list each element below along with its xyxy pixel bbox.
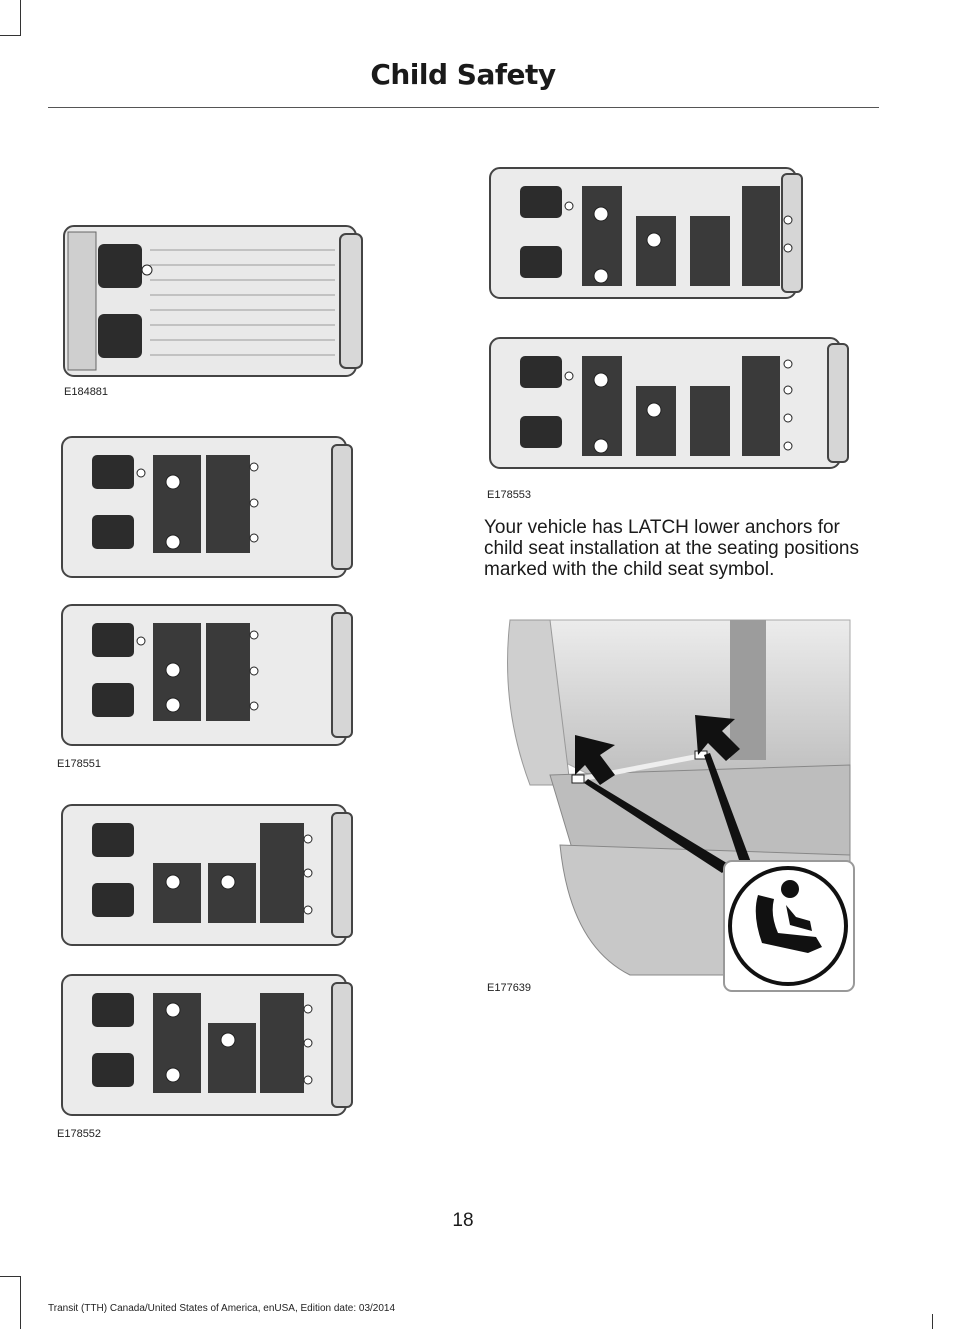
child-seat-icon	[647, 403, 661, 417]
figure-code: E178552	[57, 1128, 102, 1140]
child-seat-icon	[166, 663, 180, 677]
crop-mark	[20, 1276, 21, 1329]
anchor-icon	[304, 835, 312, 843]
anchor-icon	[250, 702, 258, 710]
anchor-icon	[250, 499, 258, 507]
anchor-icon	[784, 244, 792, 252]
anchor-icon	[304, 1076, 312, 1084]
anchor-icon	[565, 372, 573, 380]
anchor-icon	[784, 386, 792, 394]
child-seat-icon	[166, 535, 180, 549]
anchor-icon	[142, 265, 152, 275]
child-seat-icon	[221, 875, 235, 889]
anchor-icon	[572, 775, 584, 783]
cargo-van-diagram	[60, 210, 365, 388]
anchor-icon	[784, 442, 792, 450]
anchor-icon	[784, 216, 792, 224]
footer-text: Transit (TTH) Canada/United States of America, enUSA, Edition date: 03/2014	[48, 1303, 396, 1314]
passenger-van-diagram	[486, 150, 856, 480]
passenger-van-diagram	[58, 425, 358, 745]
child-seat-icon	[221, 1033, 235, 1047]
crop-mark	[20, 0, 21, 36]
anchor-icon	[784, 360, 792, 368]
anchor-icon	[250, 463, 258, 471]
anchor-icon	[137, 469, 145, 477]
figure-code: E178553	[487, 489, 532, 501]
child-seat-icon	[594, 373, 608, 387]
child-seat-icon	[647, 233, 661, 247]
anchor-icon	[250, 534, 258, 542]
child-seat-icon	[166, 1068, 180, 1082]
page-title: Child Safety	[370, 58, 556, 91]
child-seat-icon	[594, 207, 608, 221]
anchor-icon	[250, 631, 258, 639]
latch-seat-illustration	[490, 615, 860, 995]
anchor-icon	[304, 869, 312, 877]
child-seat-icon	[594, 269, 608, 283]
figure-code: E184881	[64, 386, 109, 398]
anchor-icon	[304, 1005, 312, 1013]
child-seat-icon	[594, 439, 608, 453]
anchor-icon	[565, 202, 573, 210]
anchor-icon	[304, 1039, 312, 1047]
child-seat-icon	[166, 875, 180, 889]
child-seat-icon	[166, 698, 180, 712]
anchor-icon	[137, 637, 145, 645]
anchor-icon	[784, 414, 792, 422]
latch-paragraph: Your vehicle has LATCH lower anchors for child seat installation at the seating positions marked with the child seat symbol.	[484, 517, 859, 580]
crop-mark	[932, 1314, 933, 1329]
anchor-icon	[304, 906, 312, 914]
child-seat-icon	[166, 475, 180, 489]
figure-code: E178551	[57, 758, 102, 770]
passenger-van-diagram	[58, 793, 358, 1123]
crop-mark	[0, 35, 20, 36]
crop-mark	[0, 1276, 20, 1277]
header-rule	[48, 107, 879, 108]
figure-code: E177639	[487, 982, 532, 994]
child-seat-icon	[166, 1003, 180, 1017]
anchor-icon	[250, 667, 258, 675]
page-number: 18	[452, 1210, 474, 1231]
